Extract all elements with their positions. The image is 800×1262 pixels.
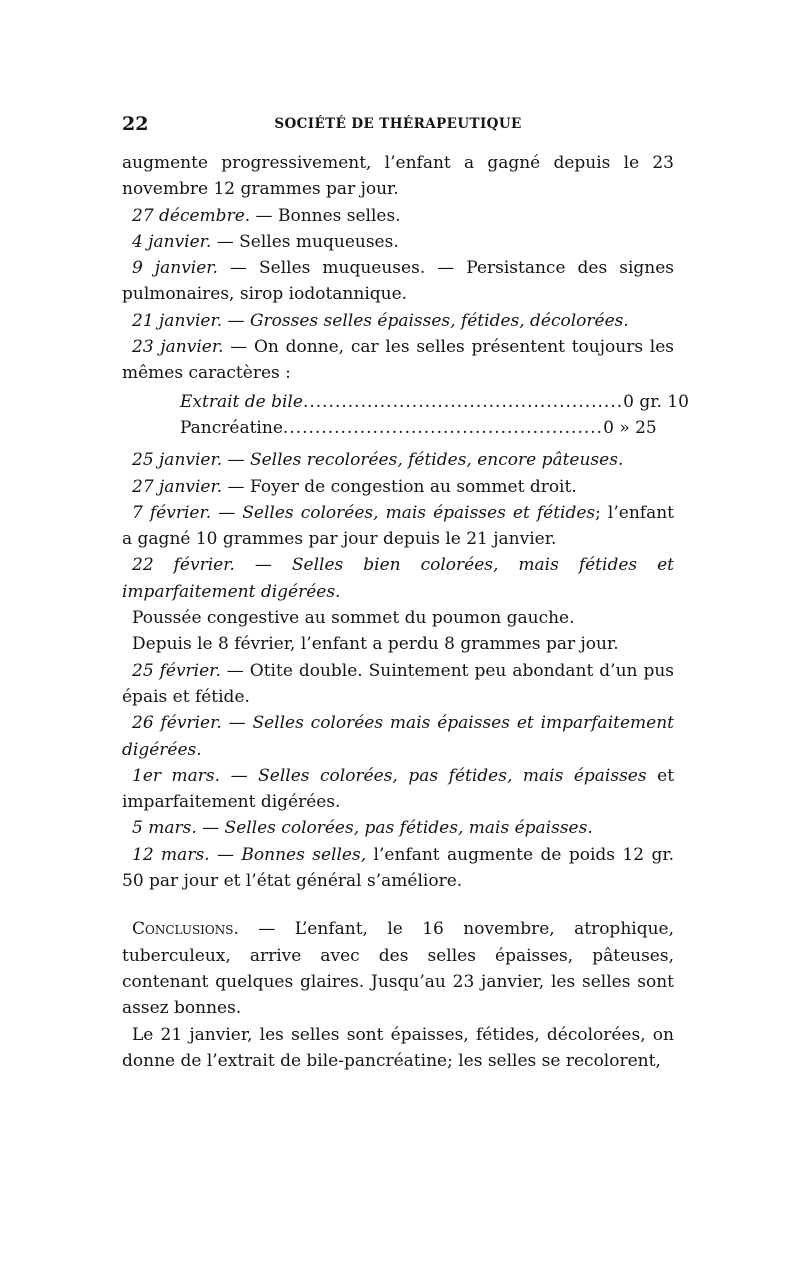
entry-text: — On donne, car les selles présentent toujours les mêmes caractères : bbox=[122, 337, 675, 384]
prescription-label: Extrait de bile bbox=[180, 391, 303, 412]
entry-date: 7 février. bbox=[132, 502, 212, 523]
prescription-label: Pancréatine bbox=[180, 417, 283, 438]
paragraph-1 bbox=[122, 150, 674, 203]
entry-25-janvier bbox=[122, 447, 674, 473]
entry-5-mars bbox=[122, 815, 674, 841]
section-gap bbox=[122, 894, 674, 916]
entry-text: ; l’enfant a gagné 10 grammes par jour depuis le 21 janvier. bbox=[122, 502, 674, 550]
dot-leader: .................................................. bbox=[282, 417, 604, 438]
entry-date: 27 janvier. bbox=[132, 476, 223, 497]
entry-12-mars bbox=[122, 842, 674, 895]
entry-text: — Selles colorées, pas fétides, mais épaisses. bbox=[196, 818, 593, 839]
entry-date: 9 janvier. bbox=[132, 258, 218, 279]
entry-date: 22 février. bbox=[132, 555, 235, 576]
book-page bbox=[122, 0, 689, 1262]
paragraph-le-21-janvier bbox=[122, 1022, 674, 1075]
prescription-amount: 0 gr. 10 bbox=[623, 391, 689, 412]
running-header bbox=[122, 113, 674, 137]
prescription-amount: 0 » 25 bbox=[603, 417, 657, 438]
paragraph-text: Le 21 janvier, les selles sont épaisses, fétides, décolorées, on donne de l’extrait de bile-pancréatine; les selles se recolorent, bbox=[122, 1024, 674, 1071]
paragraph-text: augmente progressivement, l’enfant a gagné depuis le 23 novembre 12 grammes par jour. bbox=[122, 153, 674, 200]
entry-text: — Selles colorées mais épaisses et imparfaitement digérées. bbox=[122, 713, 674, 760]
conclusions-text: — L’enfant, le 16 novembre, atrophique, tuberculeux, arrive avec des selles épaisses, pâteuses, contenant quelques glaires. Jusqu’au 23 janvier, les selles sont assez bonnes. bbox=[122, 919, 674, 1019]
running-title: SOCIÉTÉ DE THÉRAPEUTIQUE bbox=[274, 116, 522, 132]
entry-date: 1er mars. bbox=[132, 765, 221, 786]
entry-text: — Selles recolorées, fétides, encore pâteuses. bbox=[222, 450, 624, 471]
prescription-table bbox=[180, 389, 689, 442]
entry-date: 21 janvier. bbox=[132, 310, 223, 331]
entry-27-decembre bbox=[122, 203, 674, 229]
entry-text-italic: — Selles colorées, mais épaisses et fétides bbox=[211, 502, 596, 523]
page-body bbox=[122, 150, 689, 1074]
prescription-row-pancreatine bbox=[180, 415, 657, 441]
entry-date: 12 mars. bbox=[132, 844, 210, 865]
entry-text: — Selles muqueuses. bbox=[211, 231, 399, 252]
entry-text-italic: — Bonnes selles, bbox=[209, 844, 367, 865]
prescription-row-bile bbox=[180, 389, 689, 415]
entry-text-italic: — Selles colorées, pas fétides, mais épaisses bbox=[220, 765, 647, 786]
entry-text: — Selles muqueuses. — Persistance des signes pulmonaires, sirop iodotannique. bbox=[122, 258, 675, 305]
entry-date: 25 janvier. bbox=[132, 450, 223, 471]
entry-date: 27 décembre. bbox=[132, 205, 251, 226]
paragraph-depuis bbox=[122, 631, 674, 657]
entry-date: 5 mars. bbox=[132, 818, 197, 839]
entry-text: l’enfant augmente de poids 12 gr. 50 par jour et l’état général s’améliore. bbox=[122, 844, 675, 892]
conclusions-label: Conclusions. bbox=[132, 919, 239, 940]
entry-1er-mars bbox=[122, 763, 674, 816]
page-number: 22 bbox=[122, 113, 149, 135]
entry-23-janvier bbox=[122, 334, 674, 387]
entry-text: — Foyer de congestion au sommet droit. bbox=[222, 476, 577, 497]
entry-22-fevrier bbox=[122, 552, 674, 605]
entry-21-janvier bbox=[122, 308, 674, 334]
entry-text: — Otite double. Suintement peu abondant d’un pus épais et fétide. bbox=[122, 660, 674, 707]
entry-27-janvier bbox=[122, 474, 674, 500]
entry-date: 25 février. bbox=[132, 660, 221, 681]
entry-date: 26 février. bbox=[132, 713, 222, 734]
entry-26-fevrier bbox=[122, 710, 674, 763]
entry-text: — Bonnes selles. bbox=[250, 205, 401, 226]
entry-date: 23 janvier. bbox=[132, 337, 224, 358]
entry-date: 4 janvier. bbox=[132, 231, 212, 252]
paragraph-text: Poussée congestive au sommet du poumon gauche. bbox=[132, 608, 575, 629]
conclusions-paragraph bbox=[122, 916, 674, 1021]
entry-25-fevrier bbox=[122, 658, 674, 711]
dot-leader: .................................................. bbox=[302, 391, 624, 412]
entry-text: — Selles bien colorées, mais fétides et imparfaitement digérées. bbox=[122, 555, 675, 602]
paragraph-text: Depuis le 8 février, l’enfant a perdu 8 grammes par jour. bbox=[132, 634, 619, 655]
entry-4-janvier bbox=[122, 229, 674, 255]
entry-9-janvier bbox=[122, 255, 674, 308]
entry-text: — Grosses selles épaisses, fétides, décolorées. bbox=[222, 310, 629, 331]
entry-text: et imparfaitement digérées. bbox=[122, 765, 675, 813]
entry-7-fevrier bbox=[122, 500, 674, 553]
paragraph-poussee bbox=[122, 605, 674, 631]
